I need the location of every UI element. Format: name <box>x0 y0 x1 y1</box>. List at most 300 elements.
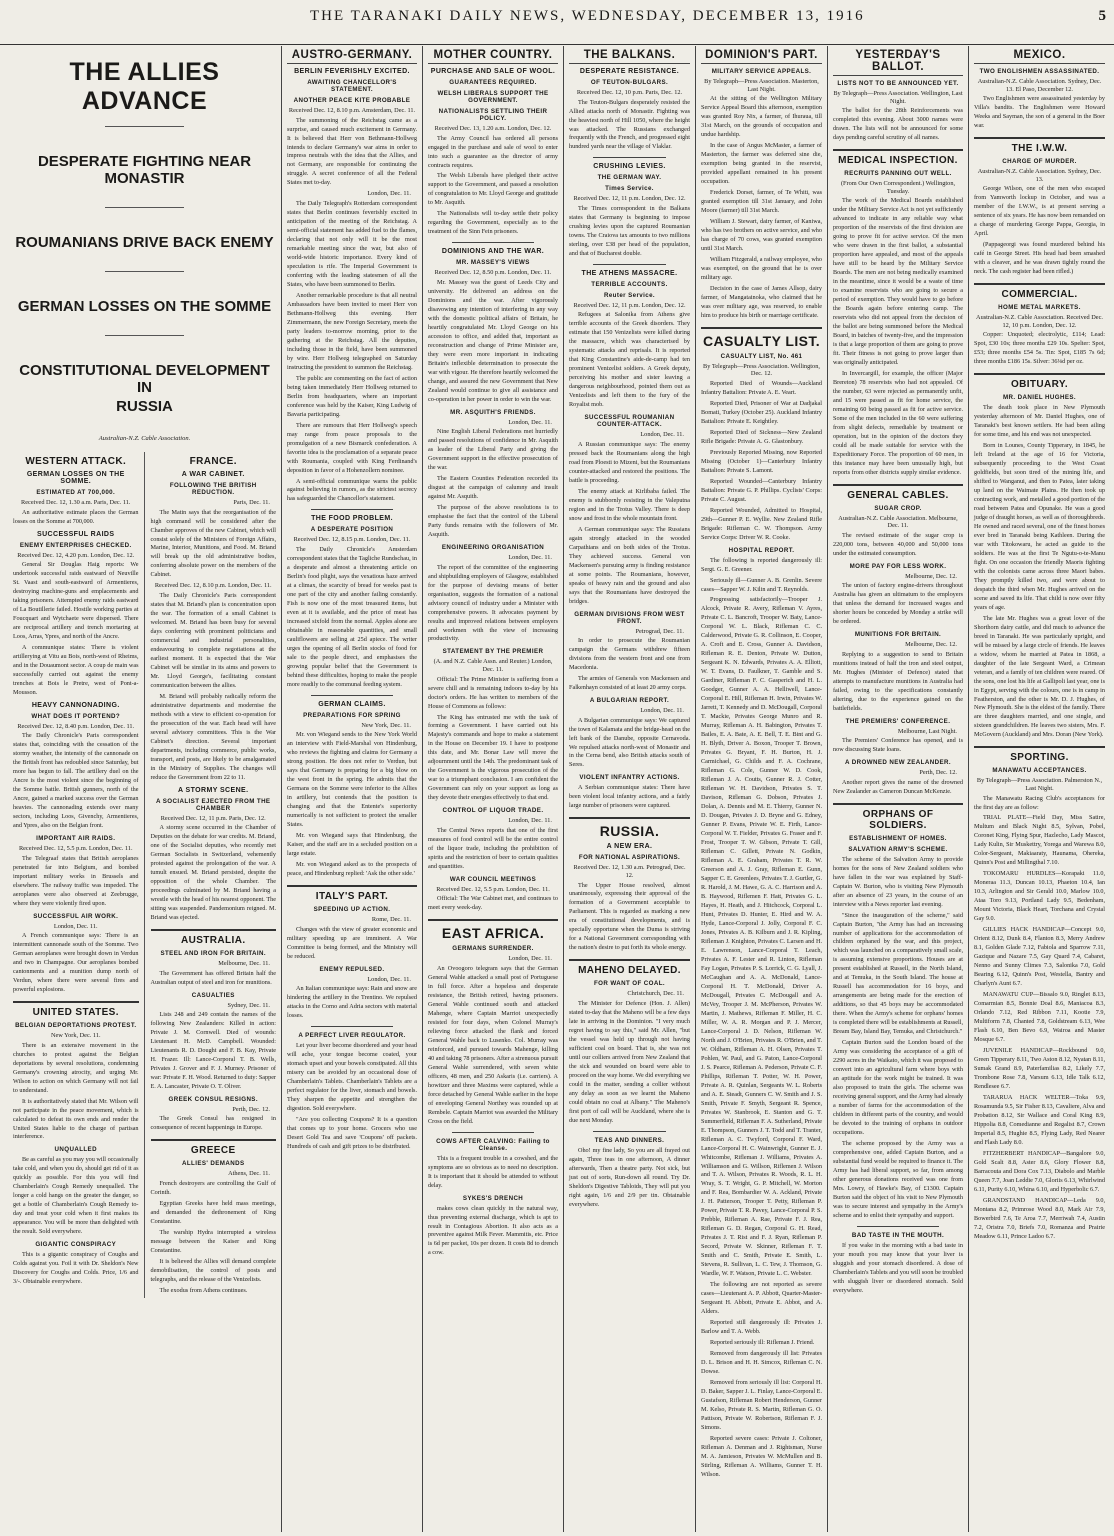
article-paragraph: Nine English Liberal Federations met hurriedly and passed resolutions of confidence in Mr. Asquith as leader of the Liberal Party and giving the Government support in the effective prosecution of the war. <box>428 428 558 472</box>
dateline: London, Dec. 11. <box>640 707 684 714</box>
section-title: AUSTRO-GERMANY. <box>287 46 417 64</box>
column-7 <box>969 46 1110 1532</box>
section-title: DOMINION'S PART. <box>701 46 822 64</box>
article-paragraph: Previously Reported Missing, now Reported Missing (October 1)—Canterbury Infantry Battalion: Private S. Lamont. <box>701 448 822 474</box>
article-paragraph: JUVENILE HANDICAP—Rockbound 9.0, Green Tipperary 8.11, Two Aston 8.12, Nyatan 8.11, Sumak Grand 8.9, Paterfamilias 8.2, Likely 7.7, Trombone Rose 7.8, Varsum 6.13, Idle Talk 6.12, Rendlesee 6.7. <box>974 1047 1105 1091</box>
article-paragraph: The work of the Medical Boards established under the Military Service Act is not yet sufficiently advanced to indicate in any reliable way what proportion of the reservists of the first division are going to prove fit for active service. Of the men who were drawn in the first ballot, a substantial proportion have appealed, and most of the appeals have still to be heard by the Military Service Boards. The men are not being medically examined in the meantime, since it would be a waste of time to examine reservists who are going to secure a period of exemption. They would have to go before the Boards again before entering camp. The reservists who did not appeal from the decision of the ballot are being summoned before the Medical Board, in batches of twenty-five, and the impression is that a large proportion of them are going to prove fit. Their fitness is not going to prove larger than was originally anticipated. <box>833 197 963 366</box>
advert-text: If you wake in the morning with a bad taste in your mouth you may know that your liver is sluggish and your stomach disordered. A dose of Chamberlain's Tablets and you will soon be troubled with sluggish liver or disordered stomach. Sold everywhere. <box>833 1242 963 1294</box>
subhead: FOR NATIONAL ASPIRATIONS. <box>578 854 681 862</box>
subhead: GERMAN CLAIMS. <box>318 700 386 708</box>
advert-text: Oho! my fine lady, So you are all frayed out again, Three teas in one afternoon, A dinner afterwards, Then a theatre party. Not sick, but just out of sorts, Run-down all round. Try Dr. Sheldon's Digestive Tabloids, They will put you right again, 1/6 and 2/9 per tin. Obtainable everywhere. <box>569 1146 690 1208</box>
divider <box>569 817 690 819</box>
article-paragraph: Reported Died of Wounds—Auckland Infantry Battalion: Private A. E. Veart. <box>701 379 822 396</box>
divider <box>701 327 822 329</box>
advert-text: This is a gigantic conspiracy of Coughs and Colds against you. Foil it with Dr. Sheldon's New Discovery for Coughs and Colds. Price, 1/6 and 3/-. Obtainable everywhere. <box>13 1251 139 1286</box>
divider <box>311 695 393 696</box>
column-6 <box>828 46 969 1532</box>
subhead: PREPARATIONS FOR SPRING <box>303 711 401 719</box>
article-paragraph: The ballot for the 28th Reinforcements was completed this evening. About 3000 names were drawn. The lists will not be announced for some days pending careful scrutiny of all names. <box>833 107 963 142</box>
article-paragraph: A stormy scene occurred in the Chamber of Deputies on the debate for war credits. M. Briand, one of the Socialist deputies, who recently met German Socialists in Switzerland, vehemently protested against the prolongation of the war. A tumult ensued. M. Briand persisted, despite the opposition of the whole Chamber. The proceedings culminated by M. Briand having a wrestle with the head of his nearest opponent. The sitting was suspended. Pandemonium reigned. M. Briand was ejected. <box>150 824 276 922</box>
subhead: A BULGARIAN REPORT. <box>589 697 670 704</box>
subhead: ESTIMATED AT 700,000. <box>36 489 116 496</box>
dateline: London, Dec. 11. <box>367 975 411 983</box>
article-paragraph: Copper: Unquoted; electrolytic, £114; Lead: Spot, £30 10s; three months £29 10s. Spelter: Spot, £53; three months £54 5s. Tin: Spot, £185 7s 6d; three months £186 15s. Silver: 36⅛d per oz. <box>974 331 1105 366</box>
deck-headline-1: DESPERATE FIGHTING NEAR MONASTIR <box>37 153 252 187</box>
dateline: London, Dec. 11. <box>367 190 411 198</box>
masthead-title: THE TARANAKI DAILY NEWS, WEDNESDAY, DECEMBER 13, 1916 <box>310 8 865 24</box>
article-paragraph: The summoning of the Reichstag came as a surprise, and caused much excitement in Germany. It is believed that Herr von Bethmann-Hollweg intends to declare Germany's war aims in order to impress neutrals with the idea that the Allies, and not Germany, are responsible for continuing the struggle. A secret conference of all the Federal States met to-day. <box>287 116 417 187</box>
article-paragraph: It is authoritatively stated that Mr. Wilson will not participate in the peace movement, which is calculated to defeat its own ends and render the United States liable to the charge of partisan interference. <box>13 1097 139 1141</box>
article-paragraph: The purpose of the above resolutions is to emphasise the fact that the control of the Liberal Party funds remains with the followers of Mr. Asquith. <box>428 504 558 539</box>
dateline: Received Dec. 12, 11 p.m. London, Dec. 12. <box>573 195 686 203</box>
subhead: MR. ASQUITH'S FRIENDS. <box>450 408 536 416</box>
subhead: BELGIAN DEPORTATIONS PROTEST. <box>15 1022 137 1030</box>
article-paragraph: At the sitting of the Wellington Military Service Appeal Board this afternoon, exemption was granted Roy Nix, a farmer, of Ihuraua, till 31st March, on the grounds of occupation and undue hardship. <box>701 95 822 139</box>
subhead: TWO ENGLISHMEN ASSASSINATED. <box>979 68 1100 75</box>
subhead: ALLIES' DEMANDS <box>182 1160 245 1168</box>
article-paragraph: The Teuton-Bulgars desperately resisted the Allied attacks north of Monastir. Fighting was the heaviest north of Hill 1050, where the height was attacked. The Russians exchanged frequently with the French, and progressed eight hundred yards near the village of Vlaklar. <box>569 98 690 151</box>
article-paragraph: "Since the inauguration of the scheme," said Captain Burton, "the Army has had an increasing number of applications for the accommodation of children orphaned by the war, and this project, which was launched on a comparatively small scale, is assuming extensive proportions. Houses are at present established at Russell, in the North Island, and at Temuka, in the South Island. The house at Russell has accommodation for 16 boys, and arrangements are being made for the erection of additions, so that 45 boys may be accommodated there. When the Army's scheme for orphans' homes is completed there will be establishments at Russell, Bream Bay, Island Bay, Temuka, and Christchurch." <box>833 911 963 1036</box>
article-paragraph: Reported Died of Sickness—New Zealand Rifle Brigade: Private A. G. Glastonbury. <box>701 428 822 445</box>
subhead: FOR WANT OF COAL. <box>593 980 666 988</box>
subhead: SPEEDING UP ACTION. <box>313 906 391 914</box>
section-title: THE I.W.W. <box>1011 143 1068 155</box>
subhead: ESTABLISHMENT OF HOMES. <box>849 834 947 842</box>
article-paragraph: Egyptian Greeks have held mass meetings, and demanded the dethronement of King Constantine. <box>150 1199 276 1225</box>
article-paragraph: Reported Wounded—Canterbury Infantry Battalion: Private G. P. Phillips. Cyclists' Corps: Private C. August. <box>701 477 822 503</box>
subhead: SUCCESSFUL RAIDS <box>37 530 115 538</box>
subhead: THE FOOD PROBLEM. <box>311 515 393 523</box>
divider <box>452 1132 534 1133</box>
section-title: ITALY'S PART. <box>315 891 389 903</box>
advert-heading: COWS AFTER CALVING: Failing to Cleanse. <box>436 1137 550 1152</box>
article-paragraph: Decision in the case of James Allsop, dairy farmer, of Mangatainoka, who claimed that he was over military age, was reserved, to enable him to produce his birth or marriage certificate. <box>701 284 822 319</box>
masthead <box>0 0 1114 45</box>
subhead: TERRIBLE ACCOUNTS. <box>591 280 668 288</box>
section-title: WESTERN ATTACK. <box>25 456 127 467</box>
subhead: MORE PAY FOR LESS WORK. <box>849 562 947 570</box>
article-paragraph: Removed from dangerously ill list: Privates D. L. Brison and H. H. Simcox, Rifleman C. N. Dowse. <box>701 1350 822 1376</box>
section-title: ORPHANS OF SOLDIERS. <box>862 808 934 831</box>
article-paragraph: A Bulgarian communique says: We captured the town of Kalamata and the bridge-head on the left bank of the Danube, opposite Cernavoda. We repulsed attacks north-west of Monastir and in the Cerna bend, also British attacks south of Seres. <box>569 716 690 769</box>
article-paragraph: The warship Hydra interrupted a wireless message between the Kaiser and King Constantine. <box>150 1228 276 1254</box>
deck-headline-4b: RUSSIA <box>116 398 173 415</box>
dateline: Australian-N.Z. Cable Association. Sydney, Dec. 13. El Paso, December 12. <box>977 78 1102 93</box>
subhead: IMPORTANT AIR RAIDS. <box>36 835 116 843</box>
article-paragraph: An authoritative estimate places the German losses on the Somme at 700,000. <box>13 508 139 525</box>
subhead: THE PREMIERS' CONFERENCE. <box>845 717 951 725</box>
subhead: GERMANS SURRENDER. <box>452 945 534 953</box>
article-paragraph: A German communique says: The Russians again strongly attacked in the wooded Carpathians and on both sides of the Trotus. They achieved success. General von Mackensen's pursuing army is finding resistance at some points. The Roumanians, however, speaks of heavy rain and the ground and also says that the Roumanians have destroyed the bridges. <box>569 525 690 605</box>
article-paragraph: The union of factory engine-drivers throughout Australia has given an ultimatum to the employers that unless the demand for increased wages and shorter hours be conceded by Monday a strike will be ordered. <box>833 582 963 626</box>
article-paragraph: An Ovoogoro telegram says that the German General Wahle attacked a small post of Portuguese in full force. After a hopeless and desperate resistance, the British retired, having prisoners. General Wahle continued south and attacked Mahenge, where Captain Marriot unexpectedly resisted for four days, when Colonel Murray's relieving force attacked the flank and forced General Wahle back to Lusenko. Col. Murray was reinforced, and pursued towards Mahenge, killing 40 and taking 78 prisoners. After a strenuous pursuit General Wahle surrendered, with seven white officers, 48 men, and 250 Askaris (i.e. carriers). A howitzer and three Maxims were captured, while a force detached by General Wahle earlier in the hope of enveloping General Northey was rounded up at Rembele. Captain Marriot was awarded the Military Cross on the field. <box>428 964 558 1125</box>
section-title: FRANCE. <box>189 456 237 467</box>
subcolumn-left <box>13 452 145 1298</box>
article-paragraph: The public are commenting on the fact of action being taken immediately Herr Hollweg returned to Berlin from headquarters, where an important conference was held by the Kaiser, King Ludwig of Bavaria participating. <box>287 374 417 418</box>
dateline: London, Dec. 11. <box>508 955 552 963</box>
subhead: CHARGE OF MURDER. <box>1002 158 1077 166</box>
dateline: By Telegraph—Press Association. Wellington, Dec. 12. <box>703 362 820 378</box>
article-paragraph: Refugees at Salonika from Athens give terrible accounts of the Greek disorders. They estimate that 150 Venizelists were killed during the massacre, which was characterised by systematic attacks and reprisals. It is reported that King Constantine's aide-de-camp had ten prominent Venizelist soldiers. A Greek deputy, perceiving his mother and sister leaving a dangerous neighbourhood, pointed them out as Venizelists and left them to the fury of the Royalist mob. <box>569 311 690 409</box>
dateline: Received Dec. 12, 8.10 p.m. Amsterdam, Dec. 11. <box>288 107 416 114</box>
column-1 <box>8 46 282 1532</box>
article-paragraph: In order to prosecute the Roumanian campaign the Germans withdrew fifteen divisions from the western front and one from Macedonia. <box>569 637 690 672</box>
article-paragraph: Changes with the view of greater economic and military speeding up are imminent. A War Committee is being formed, and the Ministry will be reduced. <box>287 925 417 960</box>
article-paragraph: Reported Wounded, Admitted to Hospital, 29th—Gunner P. E. Wyllie. New Zealand Rifle Brigade: Rifleman C. W. Thompson. Army Service Corps: Driver W. R. Cooke. <box>701 506 822 541</box>
subhead: THE ATHENS MASSACRE. <box>581 269 678 277</box>
article-paragraph: French destroyers are controlling the Gulf of Corinth. <box>150 1180 276 1196</box>
divider <box>428 919 558 921</box>
article-paragraph: The Premiers' Conference has opened, and is now discussing State loans. <box>833 737 963 754</box>
subhead: A DESPERATE POSITION <box>310 526 394 534</box>
article-paragraph: MANAWATU CUP—Bissalo 9.0, Ringlet 8.13, Comarmian 8.5, Bonnie Doal 8.6, Maniacoa 8.3, Orlando 7.12, Red Ribbon 7.11, Kootie 7.9, Multiform 7.8, Chanted 7.8, Goldstream 6.13, Wee Flash 6.10, Ben Bevo 6.9, Wairoa and Master Mosque 6.7. <box>974 991 1105 1044</box>
article-paragraph: M. Briand will probably radically reform the administrative departments and modernise the methods with a view to efficient co-operation for the prosecution of the war. Each head will have several advisory committees. This is the War Cabinet's direction. Several important departments, including commerce, public works, transport, and posts, are likely to be amalgamated in the Ministry of Supplies. The changes will reduce the Government from 22 to 11. <box>150 692 276 781</box>
article-paragraph: The Manawatu Racing Club's acceptances for the first day are as follow: <box>974 794 1105 811</box>
subhead: HOME METAL MARKETS. <box>998 303 1081 311</box>
article-paragraph: The report of the committee of the engineering and shipbuilding employers of Glasgow, established for the purpose of devising means of better organisation, suggests the formation of a national advisory council of industry under a Minister with comprehensive powers. It advocates payment by results and improved relations between employers and workmen with the view of increasing productivity. <box>428 563 558 643</box>
article-paragraph: The Minister for Defence (Hon. J. Allen) stated to-day that the Maheno will be a few days late in arriving in the Dominion. "I very much regret having to say this," said Mr. Allen, "but the vessel was held up through not having sufficient coal on board. That is, she was not until our colliers arrived from New Zealand that the sick and wounded on board were able to proceed on the way home. We did everything we could in the matter, sending a collier without any delay as soon as we learnt the Maheno could obtain no coal at Albany." The Maheno's first port of call will be Auckland, where she is due next Monday. <box>569 999 690 1124</box>
article-paragraph: TOKOMARU HURDLES—Korapaki 11.0, Moneraa 11.3, Duncan 10.13, Phaeton 10.4, Ian 10.3, Arlington and Sir Gerald 10.0, Marlow 10.0, Ataa Toro 9.13, Portland Lady 9.5, Bedenham, Mount Victoria, Black Heart, Torchana and Crystal Gay 9.0. <box>974 870 1105 923</box>
advert-heading: A PERFECT LIVER REGULATOR. <box>298 1032 406 1040</box>
subhead: MILITARY SERVICE APPEALS. <box>711 68 812 75</box>
divider <box>105 335 184 336</box>
dateline: London, Dec. 11. <box>640 431 684 439</box>
column-4 <box>564 46 696 1532</box>
dateline: London, Dec. 11. <box>508 817 552 825</box>
section-title: UNITED STATES. <box>32 1007 119 1019</box>
credit-line: Australian-N.Z. Cable Association. <box>98 435 191 442</box>
advert-heading: SYKES'S DRENCH <box>462 1194 524 1202</box>
advert-text: This is a frequent trouble in a cowshed, and the symptoms are so obvious as to need no description. It is important that it should be attended to without delay. <box>428 1154 558 1189</box>
article-paragraph: Reported Died, Prisoner of War at Dadjakal Bomati, Turkey (October 25). Auckland Infantry Battalion: Private E. Keightley. <box>701 399 822 425</box>
subhead: AWAITING CHANCELLOR'S STATEMENT. <box>307 79 397 93</box>
article-paragraph: The Daily Chronicle's Amsterdam correspondent states that the Tagliche Rundschau, in a desperate and almost a threatening article on Berlin's food plight, says the vexatious haze arrived at a climax, the scarcity of bread for weeks past is one part of the city and another failing constantly. Fish is now one of the most treasured items, but even at it is available, and the price of meat has increased sixfold from the normal. Apples alone are obtainable in reasonable quantities, and small cauliflowers are selling at 25d apiece. The writer urges the opening of all Berlin stocks of food for sale to the people direct, and emphasises the growing popular belief that the Government is behind these difficulties, hoping to make the people more readily to the communal feeding system. <box>287 546 417 688</box>
dateline: Received Dec. 12, 1.30 a.m. Petrograd, Dec. 12. <box>573 864 686 879</box>
subhead: SALVATION ARMY'S SCHEME. <box>848 845 948 853</box>
subhead: CONTROL OF LIQUOR TRADE. <box>442 807 544 815</box>
section-title: MAHENO DELAYED. <box>578 965 681 977</box>
article-paragraph: Another remarkable procedure is that all neutral Ambassadors have been invited to meet Herr von Bethmann-Hollweg this evening. Herr Zimmermann, the new Foreign Secretary, meets the party leaders to-morrow morning, prior to the gathering at the Reichstag. All the deputies, including those in the field, have been summoned by wire. Herr Hollweg telegraphed on Saturday instructing the president to summon the Reichstag. <box>287 291 417 371</box>
article-paragraph: George Wilson, one of the men who escaped from Yamworth lockup in October, and was a member of the I.W.W., is at present serving a sentence of six years. He has now been remanded on a charge of murdering George Pappa, Georgia, in April. <box>974 185 1105 238</box>
subhead: MR. DANIEL HUGHES. <box>1002 394 1077 401</box>
divider <box>833 149 963 151</box>
dateline: Received Dec. 12, 8.15 p.m. London, Dec. 11. <box>293 536 411 544</box>
section-title: GENERAL CABLES. <box>847 489 949 501</box>
advert-text: Be as careful as you may you will occasionally take cold, and when you do, should get rid of it as quickly as possible. For this you will find Chamberlain's Cough Remedy unequalled. The longer a cold hangs on the greater the danger, so get a bottle of Chamberlain's Cough Remedy to-day and treat your cold when it first makes its appearance. You will be more than delighted with the result. Sold everywhere. <box>13 1156 139 1236</box>
column-3 <box>423 46 564 1532</box>
section-title: MEDICAL INSPECTION. <box>838 155 958 167</box>
dateline: Perth, Dec. 12. <box>919 769 957 777</box>
advert-heading: TEAS AND DINNERS. <box>594 1136 665 1144</box>
article-paragraph: Official: The Prime Minister is suffering from a severe chill and is remaining indoors to-day by his doctor's orders. He has written to members of the House of Commons as follows: <box>428 675 558 710</box>
page-number: 5 <box>1098 8 1106 24</box>
dateline: Australian-N.Z. Cable Association. Received Dec. 12, 10 p.m. London, Dec. 12. <box>976 313 1103 329</box>
divider <box>151 929 277 931</box>
article-paragraph: Removed from seriously ill list: Corporal H. D. Baker, Sapper J. L. Finlay, Lance-Corporal E. Gustafson, Rifleman Robert Henderson, Gunner M. Kelso, Private R. S. Martin, Rifleman G. O. Pattison, Private W. Robertson, Rifleman F. J. Simons. <box>701 1379 822 1432</box>
divider <box>974 746 1105 748</box>
divider <box>593 157 666 158</box>
article-paragraph: Reported seriously ill: Rifleman J. Friend. <box>710 1339 815 1347</box>
subhead: CRUSHING LEVIES. <box>593 163 666 171</box>
article-paragraph: Another report gives the name of the drowned New Zealander as Cameron Duncan McKenzie. <box>833 778 963 795</box>
subcolumn-right <box>151 452 277 1298</box>
article-paragraph: A French communique says: There is an intermittent cannonade south of the Somme. Two German aeroplanes were brought down in Verdun and two in Champagne. Our aeroplanes bombed cantonments and a munition dump north of Verdun, where there were several fires and powerful explosions. <box>13 932 139 994</box>
dateline: Received Dec. 12, 5.5 p.m. London, Dec. 11. <box>18 845 133 853</box>
divider <box>974 137 1105 139</box>
divider <box>311 509 393 510</box>
divider <box>593 264 666 265</box>
subhead: THE GERMAN WAY. <box>597 174 662 182</box>
subhead: SUCCESSFUL AIR WORK. <box>33 912 119 920</box>
main-headline: THE ALLIES ADVANCE <box>69 58 220 115</box>
article-paragraph: GRANDSTAND HANDICAP—Leda 9.0, Montana 8.2, Primrose Wood 8.0, Mark Air 7.9, Bowerbird 7.6, Te Aroa 7.7, Merriwah 7.4, Austin 7.2, Oristra 7.0, Briefs 7.0, Romanza and Prairie Meadow 6.11, Prince Ladoo 6.7. <box>974 1196 1105 1240</box>
advert-text: Let your liver become disordered and your head will ache, your tongue become coated, your stomach upset and your bowels constipated. All this misery can be avoided by an occasional dose of Chamberlain's Tablets. Chamberlain's Tablets are a perfect regulator for the liver, stomach and bowels. They sharpen the appetite and strengthen the digestion. Sold everywhere. <box>287 1042 417 1112</box>
article-paragraph: Mr. von Wiegand says that Hindenburg, the Kaiser, and the staff are in a secluded position on a large estate. <box>287 832 417 858</box>
section-title: COMMERCIAL. <box>1001 288 1078 300</box>
subhead: HOSPITAL REPORT. <box>728 546 795 554</box>
dateline: Sydney, Dec. 11. <box>227 1001 270 1009</box>
advert-text: makes cows clean quickly in the natural way, thus preventing external discharge, which is apt to result in Contagious Abortion. It also acts as a preventive against Milk Fever. Mammitis, etc. Price is 6d per packet, 10s per dozen. It costs 8d to drench a cow. <box>428 1204 558 1257</box>
dateline: Received Dec. 12, 8.50 p.m. London, Dec. 11. <box>434 269 552 277</box>
article-paragraph: Official: The War Cabinet met, and continues to meet every week-day. <box>428 895 558 912</box>
article-paragraph: In Invercargill, for example, the officer (Major Brereton) 78 reservists who had not appealed. Of the number, 63 were rejected as permanently unfit, and 15 were passed as fit for home service, the remaining 60 being passed as fit for active service. Some of the men included in the 60 were suffering from slight defects, remediable by treatment or operation, but in the opinion of the doctors they could all be made suitable for service with the Expeditionary Force. The proportion of 60 men, in this instance may have been unusually high, but reports from other districts supply similar evidence. <box>833 369 963 476</box>
article-paragraph: The Government has offered Britain half the Australian output of steel and iron for munitions. <box>150 969 276 986</box>
subhead: MANAWATU ACCEPTANCES. <box>992 767 1087 775</box>
dateline: Athens, Dec. 11. <box>228 1170 270 1178</box>
subhead: SUGAR CROP. <box>874 504 922 512</box>
subhead: OF TEUTON-BULGARS. <box>590 79 669 86</box>
dateline: Melbourne, Last Night. <box>897 727 957 735</box>
article-paragraph: Mr. von Wiegand asked as to the prospects of peace, and Hindenburg replied: 'Ask the other side.' <box>287 861 417 878</box>
subhead: MUNITIONS FOR BRITAIN. <box>854 631 942 639</box>
subhead: GERMAN DIVISIONS FROM WEST FRONT. <box>574 610 685 625</box>
subhead: ENEMY REPULSED. <box>319 965 385 973</box>
dateline: Australian-N.Z. Cable Association. Sydney, Dec. 13. <box>977 168 1102 183</box>
subhead: ANOTHER PEACE KITE PROBABLE <box>293 97 411 104</box>
subhead: NATIONALISTS SETTLING THEIR POLICY. <box>438 108 548 122</box>
divider <box>974 283 1105 285</box>
article-paragraph: The late Mr. Hughes was a great lover of the Shorthorn dairy cattle, and did much to advance the breed in Taranaki. He was particularly upright, and will be missed by a large circle of friends. He leaves a widow, whom he married at Patea in 1868, a daughter of the late Sergeant Ward, a Crimean veteran, and a family of ten children were reared. Of the sons, one lost his life at Gallipoli last year, one is in Egypt, serving with the colours, one is in camp in Featherston, and the other is Mr. D. J. Hughes, of New Plymouth. She is the eldest of the family. There are three daughters married, and one single, and sixteen grandchildren. He leaves two sisters, Mrs. F. McGovern (Auckland) and Mrs. Doran (New York). <box>974 614 1105 739</box>
section-title: THE BALKANS. <box>569 46 690 64</box>
subhead: STATEMENT BY THE PREMIER <box>442 648 544 656</box>
article-paragraph: Replying to a suggestion to send to Britain munitions instead of half the iron and steel output, Mr. Hughes (Minister of Defence) stated that attempts to manufacture munitions in Australia had failed, owing to the specifications constantly altering, due to the experience gained on the battlefields. <box>833 650 963 712</box>
subhead: A DROWNED NEW ZEALANDER. <box>845 759 951 767</box>
subhead: Times Service. <box>605 185 654 193</box>
article-paragraph: (Pappageorgi was found murdered behind his café in George Street. His head had been smashed with a cleaver, and he was drawn tightly round the neck. The cash register had been rifled.) <box>974 241 1105 275</box>
article-paragraph: There are rumours that Herr Hollweg's speech may range from peace proposals to the promulgation of a new Bismarck confederation. A favorite idea is the proclamation of a separate peace with Roumania, coupled with King Ferdinand's deposition in favor of a Hohenzollern nominee. <box>287 421 417 474</box>
article-paragraph: The Greek Consul has resigned in consequence of recent happenings in Europe. <box>150 1115 276 1132</box>
article-paragraph: William J. Stewart, dairy farmer, of Kaniwa, who has two brothers on active service, and who has charge of 70 cows, was granted exemption until 31st March. <box>701 217 822 252</box>
section-title: MEXICO. <box>974 46 1105 64</box>
dateline: New York, Dec. 11. <box>361 721 411 729</box>
dateline: By Telegraph—Press Association. Wellington, Last Night. <box>833 90 963 105</box>
article-paragraph: It is believed the Allies will demand complete demobilisation, the control of posts and telegraphs, and the release of the Venizelists. <box>150 1257 276 1283</box>
divider <box>974 373 1105 375</box>
subhead: A WAR CABINET. <box>181 471 245 478</box>
section-title: GREECE <box>190 1145 236 1157</box>
advert-text: "Are you collecting Coupons? It is a question that comes up to your home. Grocers who use Desert Gold Tea and save 'Coupons' off packets. Hundreds of cash and gift prizes to be distributed. <box>287 1115 417 1150</box>
article-paragraph: The scheme of the Salvation Army to provide homes for the sons of New Zealand soldiers who have fallen in the war was explained by Staff-Captain W. Burton, who is visiting New Plymouth after an absence of 23 years, in the course of an interview with a News reporter last evening. <box>833 855 963 908</box>
dateline: Received Dec. 12, 11 p.m. Paris, Dec. 12. <box>160 814 266 822</box>
subhead: DOMINIONS AND THE WAR. <box>441 248 545 256</box>
subhead: SUCCESSFUL ROUMANIAN COUNTER-ATTACK. <box>584 414 675 429</box>
article-paragraph: The Upper House resolved, almost unanimously, expressing their approval of the formation of a Government acceptable to Parliament. This is regarded as marking a new era of constitutional developments, and is specially opportune when the Duma is striving for a National Government corresponding with the nation's desire to put forth its whole energy. <box>569 881 690 952</box>
subhead: WHAT DOES IT PORTEND? <box>31 712 121 720</box>
article-paragraph: Seriously ill—Gunner A. B. Grenlin. Severe cases—Sapper W. J. Kilin and T. Reynolds. <box>701 576 822 593</box>
divider <box>311 1026 393 1027</box>
article-paragraph: The enemy attack at Kirlibaba failed. The enemy is stubbornly resisting in the Valeputna region and in the Trotus Valley. There is deep snow and frost in the whole mountain front. <box>569 487 690 522</box>
section-title: YESTERDAY'S BALLOT. <box>833 46 963 76</box>
subhead: VIOLENT INFANTRY ACTIONS. <box>579 774 680 782</box>
article-paragraph: Mr. Massey was the guest of Leeds City and university. He delivered an address on the Dominions and the war. After vigorously disavowing any intention of interfering in any way with the domestic political affairs of Britain, he heartily congratulated Mr. Lloyd George on his accession to office, and added that, important as reconstruction and change of Prime Minister are, they were even more important in indicating Britain's inflexible determination to prosecute the war with vigour. He therefore heartily welcomed the change, and assured the new Government that New Zealand would continue to give all assistance and co-operation in her power in order to win the war. <box>428 278 558 403</box>
article-paragraph: Two Englishmen were assassinated yesterday by Villa's bandits. The Englishmen were Howard Weeks and Sayman, the son of a general in the Boer war. <box>974 95 1105 130</box>
section-title: RUSSIA. <box>599 823 660 840</box>
dateline: Received Dec. 12, 5.5 p.m. London, Dec. 11. <box>436 885 550 893</box>
dateline: Received Dec. 12, 8.40 p.m. London, Dec. 11. <box>17 722 135 730</box>
deck-headline-3: GERMAN LOSSES ON THE SOMME <box>17 298 272 315</box>
subhead: CASUALTY LIST, No. 461 <box>720 352 803 360</box>
article-paragraph: The Daily Chronicle's Paris correspondent states that M. Briand's plan is concentration upon the war. The formation of a small Cabinet is welcomed. M. Briand has been busy for several days conferring with prominent politicians and commercial and industrial personalities, endeavouring to complete negotiations at the earliest moment. It is expected that the War Cabinet will be similar in its aims and powers to Mr. Lloyd George's, facilitating constant communication between the allies. <box>150 591 276 689</box>
article-paragraph: The Times correspondent in the Balkans states that Germany is beginning to impose crushing levies upon the captured Roumanian towns. The Craiova tax amounts to two millions sterling, over £38 per head of the population, and that of Bucharest double. <box>569 205 690 257</box>
dateline: Received Dec. 12, 1.30 a.m. Paris, Dec. 11. <box>21 499 131 506</box>
section-title: SPORTING. <box>1010 752 1069 764</box>
dateline: Received Dec. 12, 10 p.m. Paris, Dec. 12. <box>576 89 683 96</box>
divider <box>833 803 963 805</box>
article-paragraph: The Nationalists will to-day settle their policy regarding the Government, especially as to the treatment of the Sinn Fein prisoners. <box>428 210 558 236</box>
dateline: Petrograd, Dec. 11. <box>635 627 684 635</box>
subhead: A NEW ERA. <box>606 843 653 851</box>
dateline: By Telegraph—Press Association. Palmerston N., Last Night. <box>976 777 1103 792</box>
divider <box>13 1001 139 1003</box>
article-paragraph: The Daily Chronicle's Paris correspondent states that, coinciding with the cessation of the stormy weather, the intensity of the cannonade on the British front has redoubled since Saturday, but more has begun to fall. The artillery duel on the Ancre is the most violent since the beginning of the Somme battle. British gunners, north of the Ancre, gained a marked success over the German heavies. The cannonading extends over many sectors, including Loos, Givenchy, Armentieres, and Ypres, also on the Belgian front. <box>13 732 139 830</box>
article-paragraph: Lists 248 and 249 contain the names of the following New Zealanders: Killed in action: Private J. M. Cornwell. Died of wounds: Lieutenant H. McD. Campbell. Wounded: Lieutenants R. D. Dought and F. B. Kay, Private H. Frazer. Ill: Lance-Corporal T. B. Wells, Privates J. Grover and F. J. Murney. Prisoner of war: Private F. H. Wood. Returned to duty: Sapper E. A. Lancaster, Private O. T. Oliver. <box>150 1011 276 1090</box>
subhead: DESPERATE RESISTANCE. <box>579 68 680 75</box>
article-paragraph: TRIAL PLATE—Field Day, Miss Satire, Multum and Black Night 8.5, Sylvan, Pobel, Coronet King, Flying Spur, Hazlecho, Lady Mascot, Lady Kulin, Sir Muskettry, Yorega and Warewa 8.0, Color-Sergeant, Makiaaraty, Haunama, Ohereka, Quinn's Post and Millingthal 7.10. <box>974 814 1105 867</box>
dateline: Received Dec. 12, 8.10 p.m. London, Dec. 11. <box>154 582 272 590</box>
dateline: Received Dec. 13, 1.20 a.m. London, Dec. 12. <box>434 125 552 132</box>
dateline: Paris, Dec. 11. <box>233 499 270 506</box>
article-paragraph: Mr. von Wiegand sends to the New York World an interview with Field-Marshal von Hindenburg, who reviews the fighting and claims for Germany a strong position. He does not refer to Verdun, but says that Germany is preparing for a big blow on the west front in the spring. He admits that the Germans on the Somme were inferior to the Allies in artillery, but contends that the position is changing and that the Entente's superiority numerically is not sufficient to protect the smaller States. <box>287 731 417 829</box>
article-paragraph: The death took place in New Plymouth yesterday afternoon of Mr. Daniel Hughes, one of Taranaki's best known settlers. He had been ailing for some time, and his end was not unexpected. <box>974 404 1105 438</box>
subhead: A STORMY SCENE. <box>178 786 249 794</box>
article-paragraph: The revised estimate of the sugar crop is 220,000 tons, between 40,000 and 50,000 tons under the estimated consumption. <box>833 531 963 557</box>
article-paragraph: The following is reported dangerously ill: Sergt. G. E. Greener. <box>701 556 822 573</box>
divider <box>857 1226 939 1227</box>
divider <box>452 242 534 243</box>
dateline: Received Dec. 12, 11 p.m. London, Dec. 12. <box>573 301 686 309</box>
article-paragraph: A semi-official communique warns the public against believing in rumors, as the strictest secrecy has safeguarded the Chancellor's statement. <box>287 477 417 503</box>
article-paragraph: In the case of Angus McMaster, a farmer of Masterton, the farmer was deferred sine die, exemption being granted in the reservist, provided appellant remained in his present occupation. <box>701 142 822 185</box>
dateline: New York, Dec. 11. <box>50 1032 101 1040</box>
column-2 <box>282 46 423 1532</box>
section-title: AUSTRALIA. <box>180 935 246 947</box>
article-paragraph: GILLIES HACK HANDICAP—Concept 9.0, Orient 8.12, Dunk 8.4, Flanton 8.3, Merry Andrew 8.1, Golden Glade 7.12, Fabiola and Sparrow 7.11, Gazique and Nazare 7.5, Gay Quard 7.4, Cabaret, Nenno and Sunny Climes 7.3, Salonika 7.0, Gold Bearing 6.12, Quinn's Post, Westella, Bantry and Charlyn's Aunt 6.7. <box>974 926 1105 988</box>
subhead: RECRUITS PANNING OUT WELL. <box>844 170 952 178</box>
subhead: HEAVY CANNONADING. <box>31 701 120 709</box>
article-paragraph: A Russian communique says: The enemy pressed back the Roumanians along the high road from Ploesti to Mizeni, but the Roumanians counter-attacked and restored the positions. The battle is proceeding. <box>569 440 690 484</box>
article-paragraph: FITZHERBERT HANDICAP—Bangalore 9.0, Gold Scalt 8.8, Aster 8.6, Glory Flower 8.8, Barracouta and Dora Cox 7.13, Diabolo and Marble Queen 7.7, Joan Leddie 7.0, Gloriis 6.13, Whirlwind 6.11, Purity 6.10, Whina 6.10, and Hyperbolic 6.7. <box>974 1149 1105 1193</box>
subhead: BERLIN FEVERISHLY EXCITED. <box>294 68 410 75</box>
article-paragraph: William Fitzgerald, a railway employee, who was exempted, on the ground that he is over military age. <box>701 255 822 281</box>
divider <box>833 484 963 486</box>
article-paragraph: The Telegraaf states that British aeroplanes penetrated far into Belgium, and bombed important military works in Brussels and elsewhere. The railway traffic was impeded. The aeroplanes were also observed at Zeebrugge, where they were violently fired upon. <box>13 854 139 907</box>
subhead: CASUALTIES <box>191 991 235 999</box>
dateline: Melbourne, Dec. 11. <box>218 960 270 968</box>
advert-heading: BAD TASTE IN THE MOUTH. <box>851 1232 945 1239</box>
advert-heading: GIGANTIC CONSPIRACY <box>35 1241 117 1249</box>
subhead: A SOCIALIST EJECTED FROM THE CHAMBER <box>156 797 271 812</box>
dateline: Melbourne, Dec. 12. <box>905 572 957 580</box>
divider <box>105 271 184 272</box>
subhead: WELSH LIBERALS SUPPORT THE GOVERNMENT. <box>437 90 549 104</box>
article-paragraph: Captain Burton said the London board of the Army was considering the acceptance of a gift of 2290 acres in the Waikato, which it was proposed to convert into an agricultural farm where boys with an aptitude for the work might be trained. It was also proposed to train the girls. The scheme was receiving general support, and the Army had already a number of farms for the accommodation of the children in different parts of the country, and would be devoted to the training of orphans in outdoor occupations. <box>833 1039 963 1137</box>
subhead: GUARANTEES REQUIRED. <box>449 79 537 86</box>
dateline: By Telegraph—Press Association. Masterton, Last Night. <box>704 78 819 93</box>
article-paragraph: The Eastern Counties Federation recorded its disgust at the campaign of calumny and insult against Mr. Asquith. <box>428 475 558 501</box>
article-paragraph: The Daily Telegraph's Rotterdam correspondent states that Berlin continues feverishly excited in anticipation of the meeting of the Reichstag. A semi-official statement has added fuel to the flames, declaring that not only will it be the most remarkable meeting since the war, but also of world-wide historic importance. Every kind of speculation is rife. The Imperial Government is conferring with the leading statesmen of all the States, who have been summoned to Berlin. <box>287 199 417 288</box>
article-paragraph: General Sir Douglas Haig reports: We undertook successful raids eastward of Neuville St. Vaast and south-eastward of Armentieres, destroying machine-guns and emplacements and taking prisoners. Attempted enemy raids eastward of La Boutillerie failed. Hostile working parties at Foucquart and Wytchaete were dispersed. There are reciprocal artillery and trench mortaring at Loos, Arras, Ypres, and north of the Ancre. <box>13 561 139 640</box>
article-paragraph: A communique states: There is violent artillerying at Vitu au Bois, north-west of Rheims, and in the Douaumont sector. A coup de main was successfully carried out against the enemy trenches at Bois le Pretre, west of Pont-a-Mousson. <box>13 643 139 696</box>
subhead: WAR COUNCIL MEETINGS <box>449 875 537 883</box>
article-paragraph: Born in Lounes, County Tipperary, in 1845, he left Ireland at the age of 16 for Victoria, subsequently proceeding to the West Coast goldfields, but soon tired of the mining life, and shifted to Wanganui, and then to Patea, later taking up land on the Waimate Plains. He then took up contracting work, and metalled a good portion of the road between Patea and Opunake. He was a good judge of draught horses, as well as of thoroughbreds. He owned and raced several, one of the finest horses ever bred in Taranaki being Kathleen. During the war with Titokowaru, he acted as guide to the soldiers. He was at the first Te Ngutu-o-te-Manu fight. On one occasion the friendly Maoris fighting with the colonists came across three Maori babes. They promptly killed two, and were about to despatch the third when Mr. Hughes arrived on the scene and saved its life. That child is now over fifty years of age. <box>974 441 1105 611</box>
article-paragraph: Reported severe cases: Private J. Coltoner, Rifleman A. Denman and J. Rightsman, Nurse M. A. Jamieson, Privates W. McMullen and B. Stirling, Rifleman A. Williams, Gunner T. H. Wilson. <box>701 1435 822 1478</box>
column-5 <box>696 46 828 1532</box>
article-paragraph: The Army Council has ordered all persons engaged in the purchase and sale of wool to enter into such a guarantee as the director of army contracts requires. <box>428 134 558 169</box>
article-paragraph: Reported still dangerously ill: Privates J. Barlow and T. A. Webb. <box>701 1319 822 1336</box>
article-paragraph: The following are not reported as severe cases—Lieutenant A. P. Abbott, Quarter-Master-Sergeant H. Abbott, Private E. Abbot, and A. Alders. <box>701 1281 822 1316</box>
dateline: Perth, Dec. 12. <box>232 1105 270 1113</box>
subhead: ENEMY ENTERPRISES CHECKED. <box>19 541 132 549</box>
subhead: STEEL AND IRON FOR BRITAIN. <box>160 950 267 958</box>
section-title: MOTHER COUNTRY. <box>428 46 558 64</box>
section-title: EAST AFRICA. <box>441 925 545 942</box>
dateline: Australian-N.Z. Cable Association. Melbourne, Dec. 11. <box>838 514 958 530</box>
dateline: London, Dec. 11. <box>508 554 552 562</box>
divider <box>569 959 690 961</box>
deck-headline-4: CONSTITUTIONAL DEVELOPMENT IN <box>19 362 270 396</box>
divider <box>151 1139 277 1141</box>
article-paragraph: The exodus from Athens continues. <box>159 1286 248 1294</box>
dateline: (From Our Own Correspondent.) Wellington, Tuesday. <box>840 180 956 195</box>
deck-headline-2: ROUMANIANS DRIVE BACK ENEMY <box>15 234 274 251</box>
dateline: (A. and N.Z. Cable Assn. and Reuter.) London, Dec. 11. <box>433 658 553 674</box>
divider <box>593 1131 666 1132</box>
section-title: CASUALTY LIST. <box>702 332 821 349</box>
sub-columns <box>13 452 276 1298</box>
article-paragraph: The Welsh Liberals have pledged their active support to the Government, and passed a resolution of congratulation to Mr. Lloyd George and gratitude to Mr. Asquith. <box>428 172 558 207</box>
dateline: London, Dec. 11. <box>53 922 98 930</box>
article-paragraph: The Central News reports that one of the first measures of food control will be the entire control of the liquor trade, including the prohibition of spirits and the restriction of beer to certain qualities and quantities. <box>428 826 558 870</box>
subhead: MR. MASSEY'S VIEWS <box>456 259 530 267</box>
subhead: ENGINEERING ORGANISATION <box>441 544 545 552</box>
article-paragraph: The King has entrusted me with the task of forming a Government. I have carried out his Majesty's commands and hope to make a statement in the House on December 19. I have to postpone this date, and Mr. Bonar Law will move the adjournment until the 14th. The predominant task of the Government is the vigorous prosecution of the war to a triumphant conclusion. I am confident the Government can rely on your support as long as they devote their energies effectively to that end. <box>428 713 558 802</box>
section-title: OBITUARY. <box>1010 379 1069 390</box>
dateline: Received Dec. 12, 4.20 p.m. London, Dec. 12. <box>17 551 135 559</box>
article-paragraph: Frederick Dorset, farmer, of Te Whiti, was granted exemption till 31st January, and John Moore (farmer) till 31st March. <box>701 188 822 214</box>
article-paragraph: The Matin says that the reorganisation of the high command will be considered after the Chamber approves of the new Cabinet, which will consist solely of the Ministers of Foreign Affairs, Marine, Interior, Munitions, and Food. M. Briand will break up the old administrative bodies, conferring absolute power on the members of the Cabinet. <box>150 508 276 579</box>
article-paragraph: TARARUA HACK WELTER—Toka 9.9, Rosamunda 9.5, Sir Fisher 8.13, Cavaliere, Alva and Probation 8.12, Sir Wallace and Coral King 8.9, Hippolia 8.8, Comedianne and Regalist 8.7, Crown Imperial 8.5, Hughie 8.5, Flying Lady, Red Nearer and Flash Lady 8.0. <box>974 1094 1105 1146</box>
article-paragraph: Progressing satisfactorily—Trooper J. Alcock, Private R. Avery, Rifleman V. Ayres, Private C. L. Bancroft, Trooper W. Baty, Lance-Corporal W. L. Black, Rifleman C. C. Calderwood, Private G. R. Collinson, E. Cooper, A. Croft and E. Cross, Gunner A. Davidson, Rifleman R. E. Denton, Private W. Dutton, Sergeant K. N. Edwards, Privates A. A. Elliott, W. T. Evans, D. Faulkner, T. Gamble and S. Gardiner, Rifleman F. C. Gasperich and H. L. Goodger, Gunner A. A. Helliwell, Lance-Corporal E. Hill, Rifleman H. Irwin, Privates W. Jarrett, T. Kennedy and D. McDougall, Corporal T. Mackie, Privates George Munro and R. Murray, Rifleman A. H. Babington, Privates T. Bailes, E. A. Bate, A. E. Bell, T. E. Bint and G. H. Blyth, Driver A. Boxon, Trooper T. Brown, Privates G. Bryant, F. H. Burton, H. J. Carmichael, G. Childs and F. A. Cochrane, Rifleman G. Cole, Gunner W. D. Cook, Rifleman J. A. Coutts, Gunner R. J. Cotter, Rifleman W. H. Davidson, Privates S. T. Davison, Rifleman G. Dobson, Privates J. Dolan, A. Dennis and M. E. Thierry, Gunner N. D. Dougan, Privates J. D. Bryne and G. Edney, Gunner P. Evans, Private W. E. Firth, Lance-Corporal W. T. Fielder, Privates G. Fraser and F. Frost, Trooper T. W. Gibson, Private T. Gill, Rifleman C. Gillett, Private N. Godkin, Rifleman A. E. Graham, Privates T. R. W. Greerson and A. J. Gray, Rifleman E. Gunn, Sapper C. E. Greenlees, Privates T. J. Gurtler, G. R. Harold, J. M. Hawe, G. A. C. Harrison and A. B. Haywood, Riflemen F. Hatt, Privates G. L. Hayes, H. Heath, and J. Hitchcock, Corporal L. Hunt, Privates D. Hunter, E. Hird and W. A. Hyde, Lance-Corporal J. Jolly, Corporal F. C. Jones, Privates A. B. Kilburn and J. R. Kipling, Rifleman J. Knighton, Privates C. Larsen and H. E. Lawrenson, Lance-Corporal T. Leach, Privates A. F. Lester and R. Linton, Rifleman Fay Logan, Privates P. S. Lorrick, C. G. Lyall, J. McCaughan and A. A. McDonald, Lance-Corporal H. T. McDonald, Driver A. McDougall, Privates C. McDougall and A. McVey, Trooper J. M. McPherson, Privates W. Martin, J. Mathews, Rifleman F. Miller, H. C. Miller, W. A. R. Morgan and P. J. Mercer, Lance-Corporal J. D. Nelson, Rifleman W. North and J. O'Brien, Privates R. O'Brien, and T. W. Oldham, Rifleman A. H. Olsen, Privates T. Pohlen, W. Paul, and G. Paton, Lance-Corporal J. S. Pearce, Rifleman A. Pederson, Private C. F. Phillips, Rifleman T. Potter, W. H. Power, Private A. R. Quinlan, Sergeants W. L. Roberts and A. E. Steadt, Gunners C. W. Smith and J. S. Smith, Private F. Smyth, Sergeant R. Spence, Privates W. Stanbrook, E. Stanton and G. T. Summerfield, Rifleman F. A. Sutherland, Private E. Thompson, Gunners J. T. Todd and T. Tranter, Rifleman A. C. Twyford, Corporal F. Ward, Lance-Corporal H. C. Wainwright, Gunner E. J. Whitcombe, Rifleman J. Williams, Privates A. Williamson and G. Willson, Riflemen J. Wilson and T. A. Wilson, Privates R. Woods, R. L. H. Wray, S. T. Wright, G. P. Mitchell, W. Morton and F. Rea, Bombardier W. A. Ackland, Private J. H. Patterson, Trooper T. Petty, Rifleman P. Power, Private T. R. Pavey, Lance-Corporal P. S. Prebble, Rifleman A. Rae, Private F. J. Rea, Rifleman G. D. Regan, Corporal G. H. Read, Privates J. T. Rist and F. J. Ryan, Rifleman P. Secord, Private W. Skinner, Rifleman F. T. Smith and C. Smith, Private E. Smith, L. Stevens, R. Sullivan, L. C. Tew, J. Thomson, G. Wardle, W. F. Watson, Private L. C. Webster. <box>701 596 822 1278</box>
subhead: Reuter Service. <box>603 291 656 299</box>
divider <box>105 126 184 127</box>
subhead: GREEK CONSUL RESIGNS. <box>168 1095 258 1103</box>
article-paragraph: The scheme proposed by the Army was a comprehensive one, added Captain Burton, and a substantial fund would be required to finance it. The Army has had liberal support, so far, from among other generous donations received was one from Mrs. Lowry, of Hawke's Bay, of £1300. Captain Burton said the object of his visit to New Plymouth was to secure interest and sympathy in the Army's scheme and to enlist their sympathy and support. <box>833 1140 963 1220</box>
divider <box>105 207 184 208</box>
article-paragraph: There is an extensive movement in the churches to protest against the Belgian deportations by several resolutions, condemning Germany's crowning atrocity, and urging Mr. Wilson to action on which Germany will not fail to understand. <box>13 1041 139 1094</box>
advert-heading: UNQUALLED <box>54 1146 97 1154</box>
article-paragraph: A Serbian communique states: There have been violent local infantry actions, and a fairly large number of prisoners were captured. <box>569 784 690 810</box>
dateline: Melbourne, Dec. 12. <box>905 641 957 649</box>
